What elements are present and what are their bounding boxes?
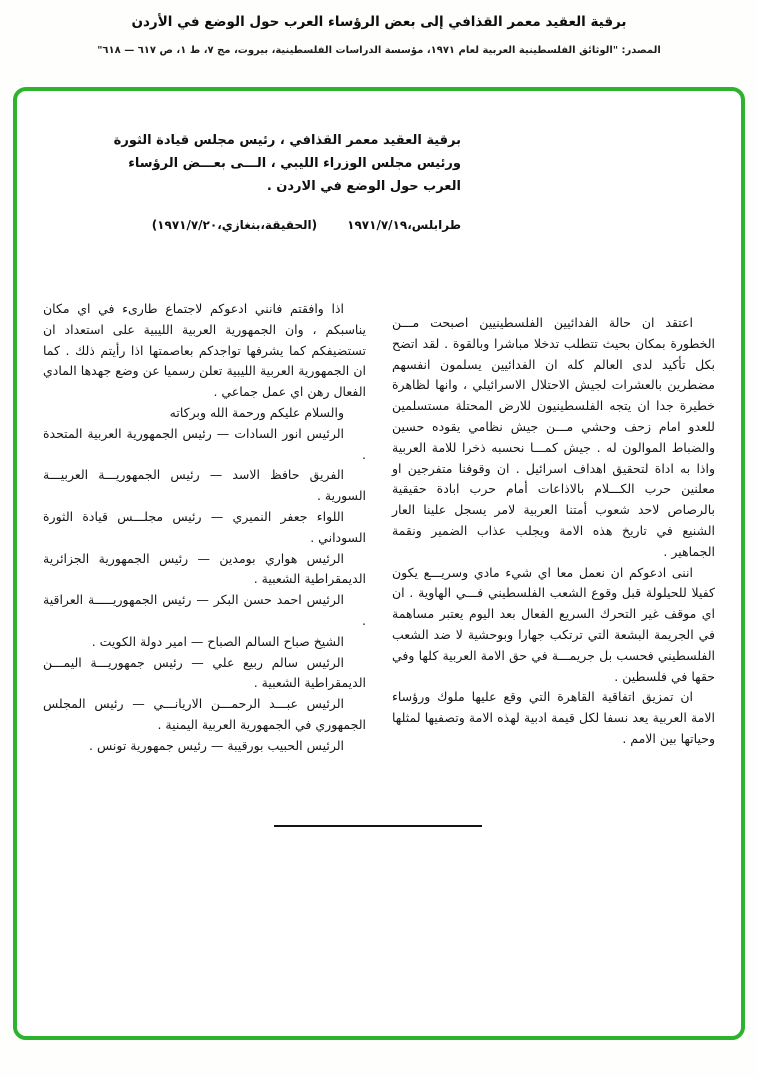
recipient-item: اللواء جعفر النميري — رئيس مجلـــس قيادة الثورة السوداني .: [43, 508, 366, 545]
recipient-item: الرئيس انور السادات — رئيس الجمهورية العربية المتحدة .: [43, 425, 366, 462]
document-heading: [114, 129, 461, 237]
body-paragraph: اننى ادعوكم ان نعمل معا اي شيء مادي وسريـــع يكون كفيلا للحيلولة قبل وقوع الشعب الفلسطيني فـــي الهاوية . ان اي موقف غير التحرك السريع الفعال بعد اليوم يعتبر مساهمة في الجريمة البشعة التي ترتكب جهارا وبوحشية لا ضد الشعب الفلسطيني فحسب بل جريمـــة في حق الامة العربية كلها وفي حقها في فلسطين .: [392, 564, 715, 684]
source-line: المصدر: "الوثائق الفلسطينية العربية لعام ١٩٧١، مؤسسة الدراسات الفلسطينية، بيروت، مج ٧، ط ١، ص ٦١٧ — ٦١٨": [97, 45, 661, 56]
body-columns: [43, 299, 715, 757]
right-column: [392, 299, 715, 757]
green-frame: [13, 87, 745, 1040]
heading-line: برقية العقيد معمر القذافي ، رئيس مجلس قيادة الثورة: [113, 133, 461, 148]
dateline-place-date: طرابلس،١٩٧١/٧/١٩: [347, 218, 461, 232]
heading-line: ورئيس مجلس الوزراء الليبي ، الـــى بعـــض الرؤساء: [128, 156, 461, 171]
page-header: [0, 14, 758, 56]
body-paragraph: اذا وافقتم فانني ادعوكم لاجتماع طارىء في اي مكان يناسبكم ، وان الجمهورية العربية الليبية على استعداد ان تستضيفكم كما يشرفها تواجدكم بعاصمتها اذا رأيتم ذلك . كما ان الجمهورية العربية الليبية تعلن رسميا عن وضع جهدها المادي الفعال رهن اي عمل جماعي .: [43, 301, 366, 400]
recipient-item: الرئيس سالم ربيع علي — رئيس جمهوريـــة اليمـــن الديمقراطية الشعبية .: [43, 654, 366, 691]
body-paragraph: ان تمزيق اتفاقية القاهرة التي وقع عليها ملوك ورؤساء الامة العربية يعد نسفا لكل قيمة ادبية لهذه الامة وتصفيها لمثلها وحياتها بين الامم .: [392, 689, 715, 746]
bottom-divider: [274, 825, 482, 827]
recipient-item: الرئيس الحبيب بورقيبة — رئيس جمهورية تونس .: [89, 737, 344, 753]
page-title: برقية العقيد معمر القذافي إلى بعض الرؤساء العرب حول الوضع في الأردن: [131, 14, 627, 30]
dateline-publication: (الحقيقة،بنغازي،١٩٧١/٧/٢٠): [151, 218, 318, 232]
recipient-item: الرئيس هواري بومدين — رئيس الجمهورية الجزائرية الديمقراطية الشعبية .: [43, 550, 366, 587]
dateline: [114, 214, 461, 237]
body-paragraph: اعتقد ان حالة الفدائيين الفلسطينيين اصبحت مـــن الخطورة بمكان بحيث تتطلب تدخلا مباشرا وبالقوة . لقد اتضح بكل تأكيد لدى العالم كله ان الفدائيين يسلمون انفسهم مضطرين بالعشرات لجيش الاحتلال الاسرائيلي ، وانها لظاهرة خطيرة جدا ان يتجه الفلسطينيون للارض المحتلة مستسلمين للعدو امام زحف وحشي مـــن جيش نظامي يقوده حسين والضباط الموالون له . جيش كمـــا نحسبه ذخرا للامة العربية واذا به اداة لتحقيق اهداف اسرائيل . ان وقوفنا متفرجين او معلنين حرب الكـــلام بالاذاعات أمام حرب ابادة حقيقية بالرصاص لاحد شعوب أمتنا العربية لامر يسجل علينا العار الشنيع في تاريخ هذه الامة ويجلب عذاب الضمير ونقمة الجماهير .: [392, 315, 715, 559]
closing-salutation: والسلام عليكم ورحمة الله وبركاته: [169, 404, 344, 420]
heading-line: العرب حول الوضع في الاردن .: [266, 179, 461, 194]
recipient-item: الرئيس عبـــد الرحمـــن الاريانـــي — رئيس المجلس الجمهوري في الجمهورية العربية اليمنية .: [43, 696, 366, 732]
recipient-item: الرئيس احمد حسن البكر — رئيس الجمهوريـــــة العراقية .: [43, 592, 366, 628]
recipient-item: الشيخ صباح السالم الصباح — امير دولة الكويت .: [91, 633, 344, 649]
recipient-item: الفريق حافظ الاسد — رئيس الجمهوريـــة العربيـــة السورية .: [43, 467, 366, 504]
left-column: [43, 299, 366, 757]
